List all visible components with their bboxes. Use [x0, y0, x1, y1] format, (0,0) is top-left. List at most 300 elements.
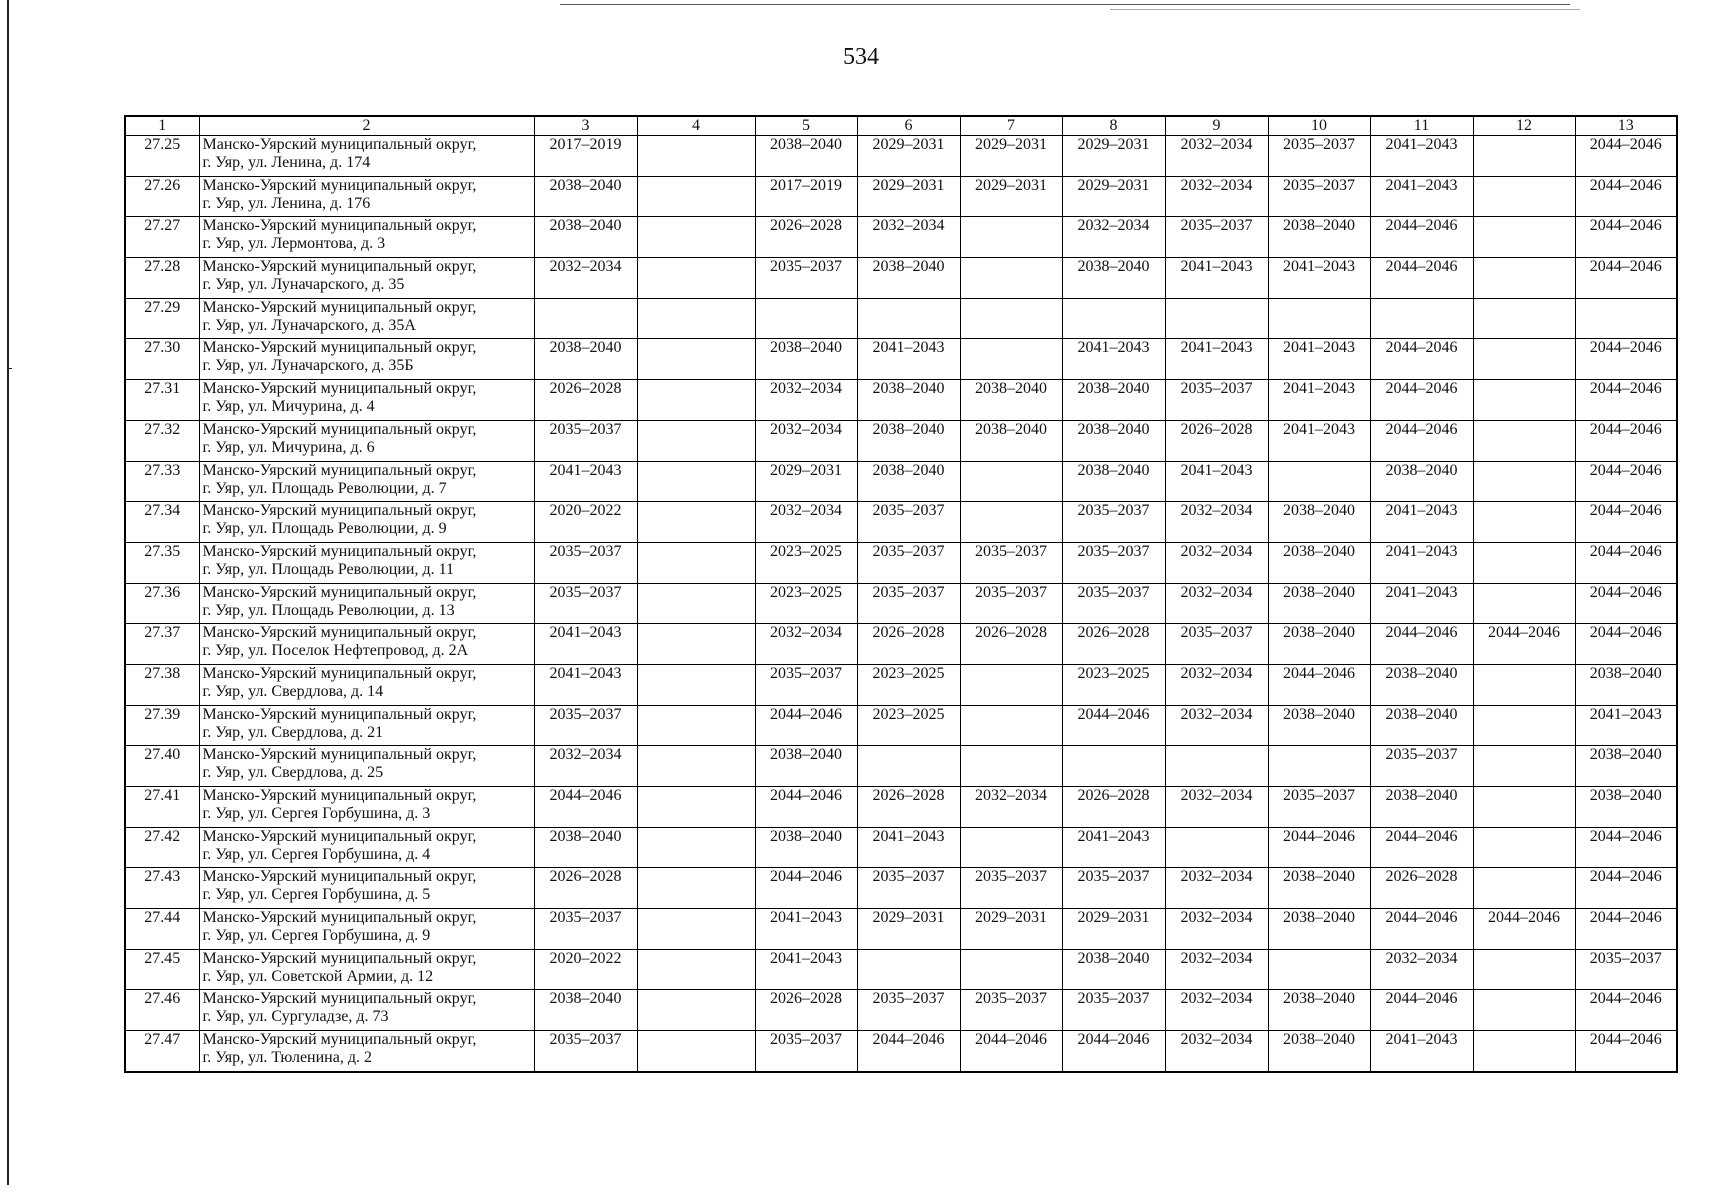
period-cell-9: 2026–2028	[1165, 420, 1268, 461]
period-cell-3: 2035–2037	[534, 1031, 637, 1072]
scan-border-left	[7, 0, 9, 1185]
period-cell-5: 2044–2046	[755, 787, 857, 828]
header-cell-12: 12	[1473, 116, 1575, 136]
period-cell-3: 2026–2028	[534, 380, 637, 421]
table-row	[125, 664, 1677, 705]
period-cell-9: 2032–2034	[1165, 990, 1268, 1031]
period-cell-13: 2044–2046	[1575, 502, 1677, 543]
period-cell-7: 2035–2037	[960, 990, 1062, 1031]
period-cell-5: 2032–2034	[755, 502, 857, 543]
address-line-district: Манско-Уярский муниципальный округ,	[202, 909, 477, 927]
period-cell-9: 2035–2037	[1165, 217, 1268, 258]
period-cell-7: 2026–2028	[960, 624, 1062, 665]
address-cell	[199, 258, 534, 299]
address-cell	[199, 1031, 534, 1072]
row-number-cell: 27.33	[125, 461, 199, 502]
period-cell-3: 2038–2040	[534, 176, 637, 217]
period-cell-9: 2032–2034	[1165, 1031, 1268, 1072]
period-cell-4	[637, 746, 755, 787]
period-cell-5: 2041–2043	[755, 949, 857, 990]
address-cell	[199, 420, 534, 461]
period-cell-8: 2035–2037	[1062, 868, 1165, 909]
period-cell-12	[1473, 176, 1575, 217]
address-line-street: г. Уяр, ул. Ленина, д. 174	[202, 154, 371, 171]
address-line-street: г. Уяр, ул. Луначарского, д. 35Б	[202, 357, 414, 375]
period-cell-8: 2029–2031	[1062, 909, 1165, 950]
period-cell-10: 2044–2046	[1268, 827, 1370, 868]
period-cell-12	[1473, 339, 1575, 380]
table-row	[125, 461, 1677, 502]
period-cell-6: 2035–2037	[857, 583, 960, 624]
period-cell-11: 2044–2046	[1370, 990, 1473, 1031]
period-cell-11: 2041–2043	[1370, 583, 1473, 624]
address-line-district: Манско-Уярский муниципальный округ,	[202, 176, 477, 194]
period-cell-6: 2035–2037	[857, 502, 960, 543]
period-cell-6	[857, 298, 960, 339]
address-line-street: г. Уяр, ул. Мичурина, д. 6	[202, 438, 375, 456]
period-cell-9: 2032–2034	[1165, 909, 1268, 950]
address-line-street: г. Уяр, ул. Поселок Нефтепровод, д. 2А	[202, 642, 469, 660]
period-cell-11: 2044–2046	[1370, 827, 1473, 868]
period-cell-5: 2026–2028	[755, 990, 857, 1031]
page-number: 534	[843, 44, 879, 70]
address-cell	[199, 217, 534, 258]
period-cell-13: 2038–2040	[1575, 746, 1677, 787]
period-cell-10: 2041–2043	[1268, 258, 1370, 299]
table-row	[125, 380, 1677, 421]
period-cell-13: 2044–2046	[1575, 624, 1677, 665]
period-cell-13: 2044–2046	[1575, 136, 1677, 177]
period-cell-4	[637, 949, 755, 990]
period-cell-6: 2038–2040	[857, 380, 960, 421]
address-line-district: Манско-Уярский муниципальный округ,	[202, 136, 477, 153]
period-cell-7: 2044–2046	[960, 1031, 1062, 1072]
table-row	[125, 217, 1677, 258]
scan-border-top-faint	[1110, 9, 1580, 10]
period-cell-3: 2035–2037	[534, 909, 637, 950]
address-cell	[199, 990, 534, 1031]
address-cell	[199, 664, 534, 705]
row-number-cell: 27.38	[125, 664, 199, 705]
address-line-street: г. Уяр, ул. Ленина, д. 176	[202, 194, 371, 212]
address-cell	[199, 298, 534, 339]
period-cell-7: 2032–2034	[960, 787, 1062, 828]
period-cell-11: 2041–2043	[1370, 136, 1473, 177]
table-row	[125, 624, 1677, 665]
address-line-street: г. Уяр, ул. Сергея Горбушина, д. 4	[202, 845, 431, 863]
address-line-district: Манско-Уярский муниципальный округ,	[202, 461, 477, 479]
period-cell-9: 2032–2034	[1165, 787, 1268, 828]
period-cell-13: 2044–2046	[1575, 420, 1677, 461]
period-cell-4	[637, 868, 755, 909]
address-line-district: Манско-Уярский муниципальный округ,	[202, 827, 477, 845]
period-cell-5: 2032–2034	[755, 420, 857, 461]
period-cell-3: 2032–2034	[534, 258, 637, 299]
period-cell-7: 2035–2037	[960, 583, 1062, 624]
period-cell-12	[1473, 258, 1575, 299]
period-cell-11: 2038–2040	[1370, 787, 1473, 828]
period-cell-9	[1165, 827, 1268, 868]
period-cell-3: 2020–2022	[534, 502, 637, 543]
period-cell-10: 2041–2043	[1268, 339, 1370, 380]
period-cell-10: 2038–2040	[1268, 990, 1370, 1031]
period-cell-3: 2038–2040	[534, 990, 637, 1031]
period-cell-8: 2038–2040	[1062, 380, 1165, 421]
period-cell-5: 2035–2037	[755, 1031, 857, 1072]
period-cell-6: 2023–2025	[857, 664, 960, 705]
row-number-cell: 27.45	[125, 949, 199, 990]
period-cell-3	[534, 298, 637, 339]
period-cell-4	[637, 217, 755, 258]
period-cell-3: 2038–2040	[534, 827, 637, 868]
period-cell-9: 2041–2043	[1165, 339, 1268, 380]
header-cell-7: 7	[960, 116, 1062, 136]
period-cell-4	[637, 1031, 755, 1072]
period-cell-6	[857, 746, 960, 787]
period-cell-4	[637, 380, 755, 421]
address-line-street: г. Уяр, ул. Лермонтова, д. 3	[202, 235, 386, 253]
period-cell-3: 2038–2040	[534, 339, 637, 380]
period-cell-7: 2038–2040	[960, 420, 1062, 461]
period-cell-5: 2029–2031	[755, 461, 857, 502]
row-number-cell: 27.29	[125, 298, 199, 339]
period-cell-6: 2035–2037	[857, 990, 960, 1031]
period-cell-8: 2044–2046	[1062, 705, 1165, 746]
period-cell-9: 2035–2037	[1165, 380, 1268, 421]
period-cell-10: 2041–2043	[1268, 380, 1370, 421]
table-row	[125, 787, 1677, 828]
period-cell-3: 2041–2043	[534, 624, 637, 665]
period-cell-5: 2044–2046	[755, 705, 857, 746]
period-cell-13: 2035–2037	[1575, 949, 1677, 990]
address-cell	[199, 787, 534, 828]
address-line-street: г. Уяр, ул. Площадь Революции, д. 11	[202, 560, 455, 578]
header-cell-13: 13	[1575, 116, 1677, 136]
table-row	[125, 298, 1677, 339]
period-cell-13: 2044–2046	[1575, 583, 1677, 624]
period-cell-9: 2032–2034	[1165, 136, 1268, 177]
period-cell-9: 2032–2034	[1165, 502, 1268, 543]
row-number-cell: 27.39	[125, 705, 199, 746]
address-line-district: Манско-Уярский муниципальный округ,	[202, 787, 477, 804]
period-cell-12	[1473, 583, 1575, 624]
address-cell	[199, 583, 534, 624]
period-cell-4	[637, 705, 755, 746]
period-cell-4	[637, 542, 755, 583]
row-number-cell: 27.34	[125, 502, 199, 543]
period-cell-12: 2044–2046	[1473, 624, 1575, 665]
period-cell-7	[960, 461, 1062, 502]
period-cell-4	[637, 461, 755, 502]
period-cell-11: 2038–2040	[1370, 461, 1473, 502]
period-cell-12	[1473, 868, 1575, 909]
address-cell	[199, 949, 534, 990]
period-cell-4	[637, 664, 755, 705]
period-cell-9	[1165, 746, 1268, 787]
period-cell-8	[1062, 298, 1165, 339]
period-cell-11: 2044–2046	[1370, 380, 1473, 421]
period-cell-4	[637, 339, 755, 380]
address-cell	[199, 909, 534, 950]
period-cell-9: 2035–2037	[1165, 624, 1268, 665]
period-cell-4	[637, 827, 755, 868]
period-cell-7	[960, 298, 1062, 339]
table-row	[125, 136, 1677, 177]
period-cell-12	[1473, 380, 1575, 421]
period-cell-8: 2044–2046	[1062, 1031, 1165, 1072]
address-line-district: Манско-Уярский муниципальный округ,	[202, 949, 477, 967]
period-cell-11: 2038–2040	[1370, 705, 1473, 746]
period-cell-5	[755, 298, 857, 339]
period-cell-9: 2032–2034	[1165, 664, 1268, 705]
address-line-street: г. Уяр, ул. Сергея Горбушина, д. 3	[202, 805, 431, 822]
row-number-cell: 27.31	[125, 380, 199, 421]
row-number-cell: 27.46	[125, 990, 199, 1031]
row-number-cell: 27.25	[125, 136, 199, 177]
period-cell-9: 2032–2034	[1165, 868, 1268, 909]
period-cell-11: 2044–2046	[1370, 217, 1473, 258]
period-cell-11: 2038–2040	[1370, 664, 1473, 705]
period-cell-10: 2038–2040	[1268, 502, 1370, 543]
row-number-cell: 27.40	[125, 746, 199, 787]
address-cell	[199, 176, 534, 217]
period-cell-5: 2044–2046	[755, 868, 857, 909]
period-cell-9: 2041–2043	[1165, 258, 1268, 299]
period-cell-10: 2035–2037	[1268, 136, 1370, 177]
period-cell-8: 2026–2028	[1062, 624, 1165, 665]
address-line-district: Манско-Уярский муниципальный округ,	[202, 583, 477, 601]
row-number-cell: 27.26	[125, 176, 199, 217]
address-cell	[199, 746, 534, 787]
period-cell-7	[960, 746, 1062, 787]
period-cell-8: 2035–2037	[1062, 542, 1165, 583]
period-cell-5: 2035–2037	[755, 258, 857, 299]
period-cell-7	[960, 502, 1062, 543]
header-cell-1: 1	[125, 116, 199, 136]
period-cell-3: 2044–2046	[534, 787, 637, 828]
period-cell-12	[1473, 827, 1575, 868]
period-cell-7: 2029–2031	[960, 136, 1062, 177]
address-line-district: Манско-Уярский муниципальный округ,	[202, 624, 477, 642]
period-cell-13: 2044–2046	[1575, 868, 1677, 909]
period-cell-8: 2029–2031	[1062, 136, 1165, 177]
period-cell-6: 2038–2040	[857, 258, 960, 299]
table-row	[125, 420, 1677, 461]
address-cell	[199, 502, 534, 543]
period-cell-11: 2041–2043	[1370, 1031, 1473, 1072]
address-line-district: Манско-Уярский муниципальный округ,	[202, 868, 477, 886]
period-cell-4	[637, 298, 755, 339]
period-cell-6: 2044–2046	[857, 1031, 960, 1072]
address-cell	[199, 827, 534, 868]
period-cell-10: 2038–2040	[1268, 217, 1370, 258]
row-number-cell: 27.47	[125, 1031, 199, 1072]
address-line-street: г. Уяр, ул. Свердлова, д. 14	[202, 682, 384, 700]
period-cell-3: 2017–2019	[534, 136, 637, 177]
row-number-cell: 27.32	[125, 420, 199, 461]
period-cell-4	[637, 990, 755, 1031]
period-cell-3: 2038–2040	[534, 217, 637, 258]
period-cell-13: 2044–2046	[1575, 542, 1677, 583]
header-cell-5: 5	[755, 116, 857, 136]
period-cell-12	[1473, 217, 1575, 258]
period-cell-7	[960, 705, 1062, 746]
period-cell-11: 2041–2043	[1370, 176, 1473, 217]
header-cell-10: 10	[1268, 116, 1370, 136]
period-cell-10: 2038–2040	[1268, 705, 1370, 746]
address-line-street: г. Уяр, ул. Площадь Революции, д. 7	[202, 479, 447, 497]
period-cell-5: 2017–2019	[755, 176, 857, 217]
period-cell-5: 2041–2043	[755, 909, 857, 950]
address-cell	[199, 461, 534, 502]
period-cell-7	[960, 217, 1062, 258]
period-cell-10: 2038–2040	[1268, 624, 1370, 665]
table-row	[125, 868, 1677, 909]
period-cell-11: 2044–2046	[1370, 258, 1473, 299]
period-cell-8	[1062, 746, 1165, 787]
period-cell-11: 2044–2046	[1370, 420, 1473, 461]
period-cell-8: 2035–2037	[1062, 502, 1165, 543]
period-cell-10: 2038–2040	[1268, 542, 1370, 583]
period-cell-3: 2035–2037	[534, 542, 637, 583]
address-cell	[199, 624, 534, 665]
period-cell-6: 2032–2034	[857, 217, 960, 258]
period-cell-13: 2044–2046	[1575, 1031, 1677, 1072]
period-cell-5: 2038–2040	[755, 339, 857, 380]
period-cell-4	[637, 909, 755, 950]
row-number-cell: 27.44	[125, 909, 199, 950]
period-cell-4	[637, 176, 755, 217]
period-cell-4	[637, 502, 755, 543]
row-number-cell: 27.41	[125, 787, 199, 828]
period-cell-3: 2041–2043	[534, 461, 637, 502]
table-row	[125, 705, 1677, 746]
row-number-cell: 27.28	[125, 258, 199, 299]
period-cell-8: 2038–2040	[1062, 420, 1165, 461]
address-line-district: Манско-Уярский муниципальный округ,	[202, 339, 477, 357]
address-line-street: г. Уяр, ул. Сергея Горбушина, д. 9	[202, 927, 431, 945]
header-row	[125, 116, 1677, 136]
address-cell	[199, 542, 534, 583]
address-line-district: Манско-Уярский муниципальный округ,	[202, 664, 477, 682]
period-cell-13: 2044–2046	[1575, 217, 1677, 258]
period-cell-12	[1473, 298, 1575, 339]
register-table	[124, 115, 1678, 1073]
period-cell-9: 2032–2034	[1165, 949, 1268, 990]
address-line-street: г. Уяр, ул. Площадь Революции, д. 9	[202, 520, 447, 538]
period-cell-9: 2041–2043	[1165, 461, 1268, 502]
period-cell-4	[637, 624, 755, 665]
period-cell-13: 2038–2040	[1575, 664, 1677, 705]
table-row	[125, 176, 1677, 217]
period-cell-7: 2029–2031	[960, 176, 1062, 217]
table-row	[125, 502, 1677, 543]
period-cell-5: 2026–2028	[755, 217, 857, 258]
address-cell	[199, 380, 534, 421]
period-cell-12	[1473, 664, 1575, 705]
period-cell-4	[637, 136, 755, 177]
period-cell-3: 2026–2028	[534, 868, 637, 909]
period-cell-12	[1473, 542, 1575, 583]
period-cell-5: 2023–2025	[755, 583, 857, 624]
period-cell-11: 2041–2043	[1370, 542, 1473, 583]
period-cell-10: 2044–2046	[1268, 664, 1370, 705]
row-number-cell: 27.37	[125, 624, 199, 665]
period-cell-9	[1165, 298, 1268, 339]
address-cell	[199, 705, 534, 746]
header-cell-6: 6	[857, 116, 960, 136]
period-cell-10	[1268, 949, 1370, 990]
period-cell-6: 2035–2037	[857, 542, 960, 583]
period-cell-8: 2029–2031	[1062, 176, 1165, 217]
address-cell	[199, 868, 534, 909]
period-cell-4	[637, 258, 755, 299]
header-cell-8: 8	[1062, 116, 1165, 136]
register-body	[125, 136, 1677, 1073]
period-cell-6: 2038–2040	[857, 420, 960, 461]
period-cell-6: 2038–2040	[857, 461, 960, 502]
address-cell	[199, 339, 534, 380]
period-cell-12	[1473, 787, 1575, 828]
period-cell-11	[1370, 298, 1473, 339]
table-row	[125, 990, 1677, 1031]
period-cell-7	[960, 949, 1062, 990]
table-row	[125, 827, 1677, 868]
header-cell-11: 11	[1370, 116, 1473, 136]
table-row	[125, 909, 1677, 950]
address-cell	[199, 136, 534, 177]
period-cell-10	[1268, 461, 1370, 502]
address-line-district: Манско-Уярский муниципальный округ,	[202, 258, 477, 276]
address-line-street: г. Уяр, ул. Свердлова, д. 25	[202, 764, 384, 782]
period-cell-8: 2038–2040	[1062, 949, 1165, 990]
period-cell-7: 2038–2040	[960, 380, 1062, 421]
period-cell-7	[960, 827, 1062, 868]
period-cell-5: 2032–2034	[755, 624, 857, 665]
period-cell-10: 2041–2043	[1268, 420, 1370, 461]
period-cell-8: 2041–2043	[1062, 827, 1165, 868]
period-cell-5: 2023–2025	[755, 542, 857, 583]
period-cell-6	[857, 949, 960, 990]
period-cell-10: 2038–2040	[1268, 868, 1370, 909]
period-cell-12	[1473, 136, 1575, 177]
period-cell-8: 2038–2040	[1062, 258, 1165, 299]
scan-mark	[7, 368, 12, 369]
address-line-district: Манско-Уярский муниципальный округ,	[202, 542, 477, 560]
period-cell-5: 2035–2037	[755, 664, 857, 705]
address-line-district: Манско-Уярский муниципальный округ,	[202, 217, 477, 235]
address-line-street: г. Уяр, ул. Луначарского, д. 35	[202, 276, 405, 294]
period-cell-13	[1575, 298, 1677, 339]
period-cell-8: 2038–2040	[1062, 461, 1165, 502]
period-cell-13: 2044–2046	[1575, 339, 1677, 380]
period-cell-12	[1473, 461, 1575, 502]
header-cell-3: 3	[534, 116, 637, 136]
period-cell-11: 2041–2043	[1370, 502, 1473, 543]
period-cell-7	[960, 664, 1062, 705]
period-cell-12	[1473, 502, 1575, 543]
period-cell-12	[1473, 705, 1575, 746]
period-cell-6: 2041–2043	[857, 827, 960, 868]
address-line-street: г. Уяр, ул. Тюленина, д. 2	[202, 1049, 372, 1067]
period-cell-13: 2044–2046	[1575, 990, 1677, 1031]
period-cell-10: 2038–2040	[1268, 583, 1370, 624]
header-cell-4: 4	[637, 116, 755, 136]
period-cell-10	[1268, 746, 1370, 787]
address-line-district: Манско-Уярский муниципальный округ,	[202, 502, 477, 520]
period-cell-12: 2044–2046	[1473, 909, 1575, 950]
period-cell-5: 2038–2040	[755, 827, 857, 868]
